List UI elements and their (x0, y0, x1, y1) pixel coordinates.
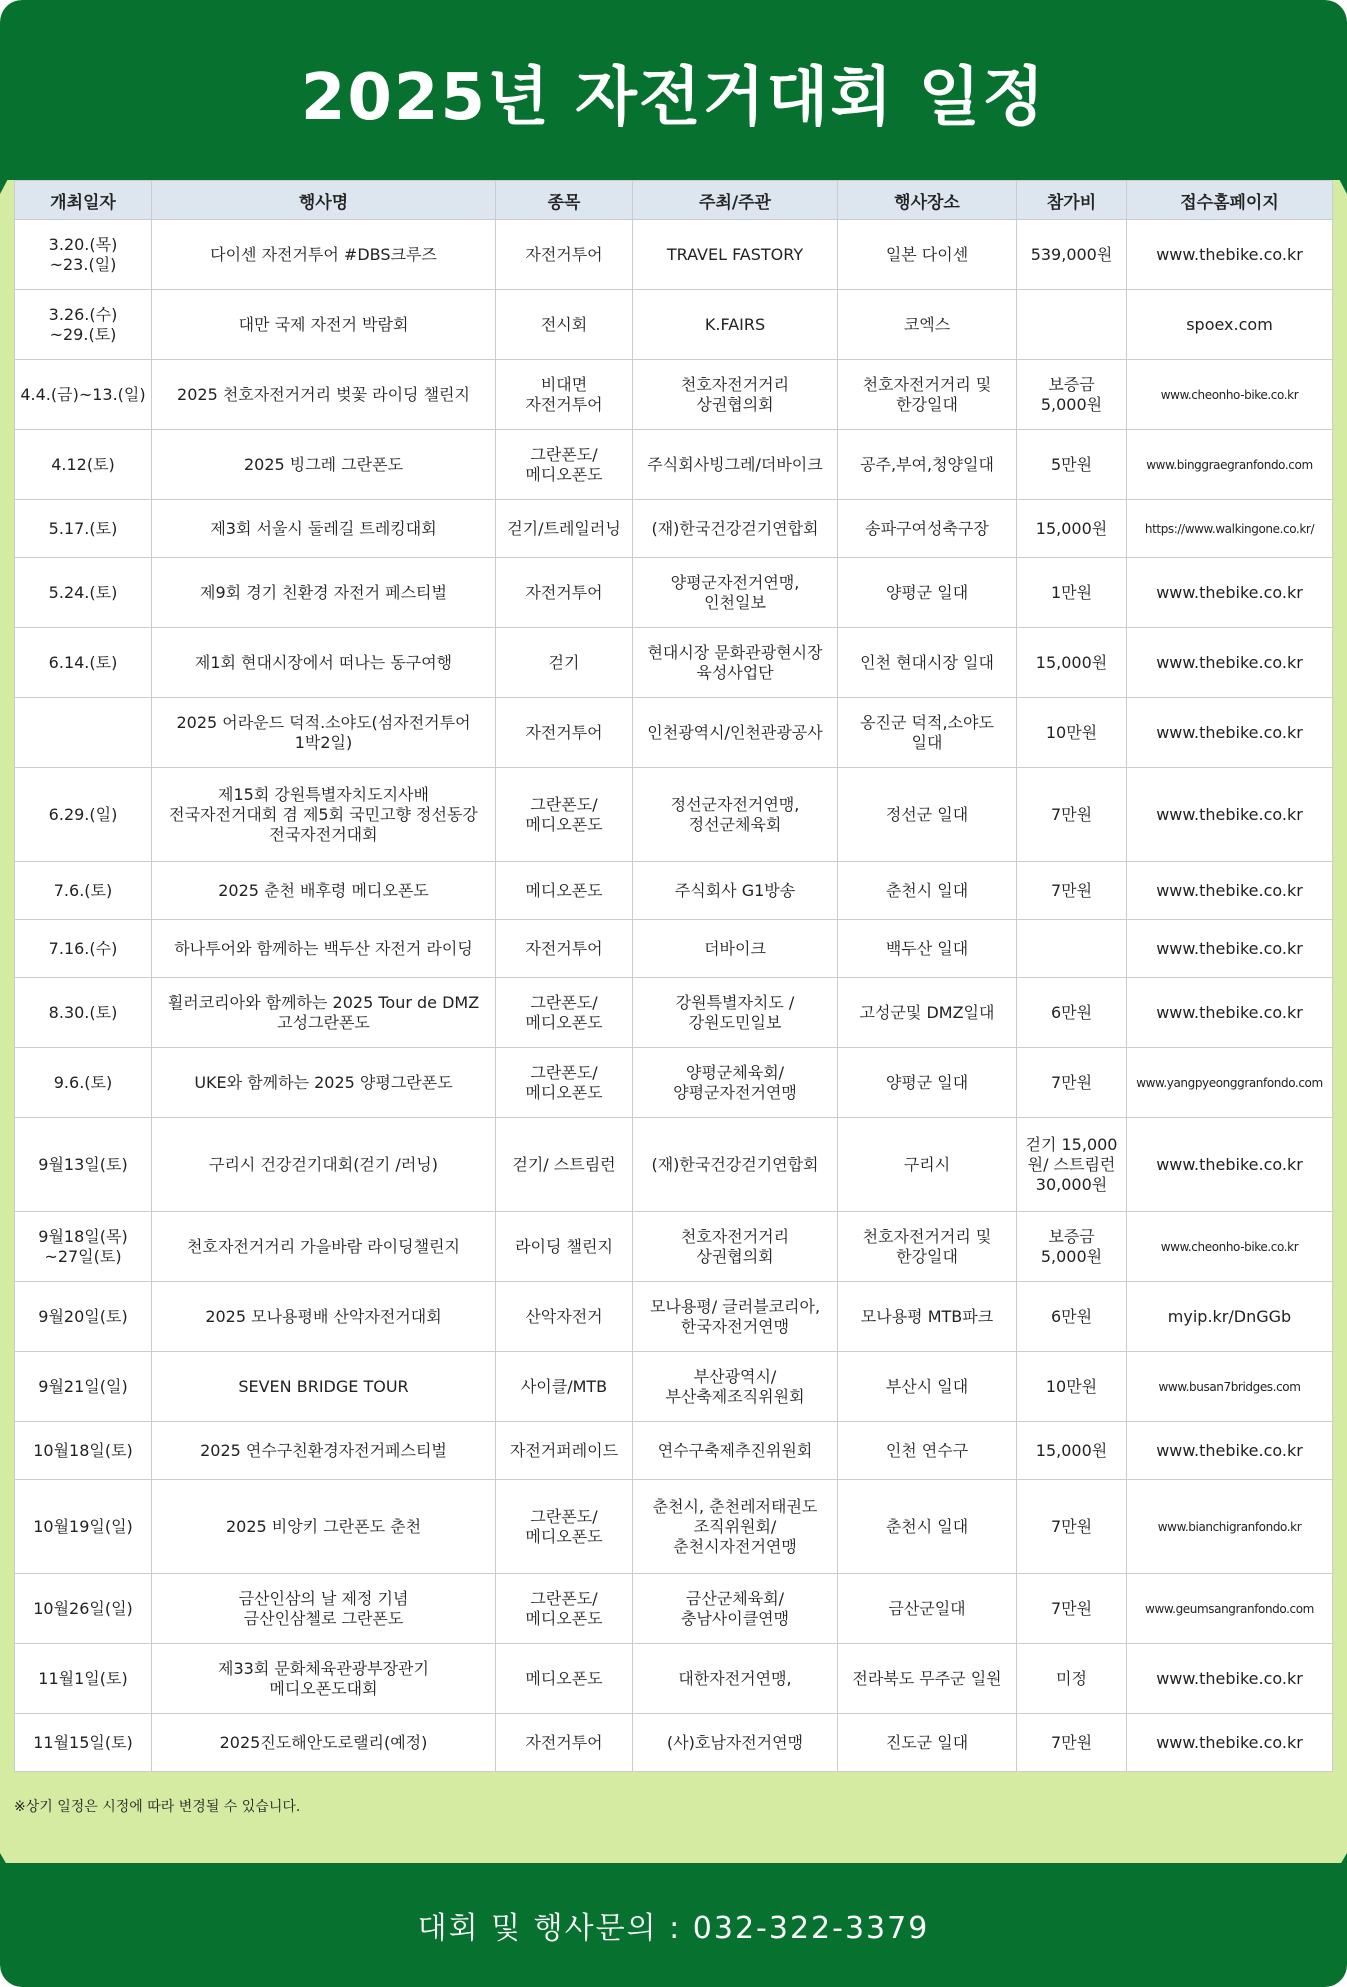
cell-date: 10월26일(일) (15, 1574, 152, 1644)
schedule-table (14, 180, 1333, 1772)
cell-host: 인천광역시/인천관광공사 (633, 698, 838, 768)
cell-name: 2025 연수구친환경자전거페스티벌 (152, 1422, 496, 1480)
column-header-fee: 참가비 (1017, 181, 1127, 220)
cell-fee: 보증금 5,000원 (1017, 1212, 1127, 1282)
cell-type: 그란폰도/ 메디오폰도 (496, 430, 633, 500)
cell-name: 천호자전거거리 가을바람 라이딩챌린지 (152, 1212, 496, 1282)
cell-place: 옹진군 덕적,소야도 일대 (838, 698, 1017, 768)
cell-fee (1017, 920, 1127, 978)
table-row (15, 1048, 1333, 1118)
page-title: 2025년 자전거대회 일정 (300, 61, 1047, 135)
table-row (15, 1422, 1333, 1480)
column-header-date: 개최일자 (15, 181, 152, 220)
cell-name: 2025 어라운드 덕적.소야도(섬자전거투어 1박2일) (152, 698, 496, 768)
cell-host: 부산광역시/ 부산축제조직위원회 (633, 1352, 838, 1422)
table-row (15, 558, 1333, 628)
table-row (15, 698, 1333, 768)
cell-host: 양평군자전거연맹, 인천일보 (633, 558, 838, 628)
cell-date: 11월1일(토) (15, 1644, 152, 1714)
cell-name: 제33회 문화체육관광부장관기 메디오폰도대회 (152, 1644, 496, 1714)
cell-type: 사이클/MTB (496, 1352, 633, 1422)
cell-fee: 10만원 (1017, 698, 1127, 768)
cell-place: 진도군 일대 (838, 1714, 1017, 1772)
cell-date: 6.14.(토) (15, 628, 152, 698)
cell-place: 춘천시 일대 (838, 1480, 1017, 1574)
cell-host: (재)한국건강걷기연합회 (633, 500, 838, 558)
cell-date: 5.17.(토) (15, 500, 152, 558)
cell-site[interactable]: www.thebike.co.kr (1127, 698, 1333, 768)
table-row (15, 978, 1333, 1048)
cell-place: 모나용평 MTB파크 (838, 1282, 1017, 1352)
cell-type: 그란폰도/ 메디오폰도 (496, 1574, 633, 1644)
cell-site[interactable]: www.thebike.co.kr (1127, 1422, 1333, 1480)
cell-place: 양평군 일대 (838, 1048, 1017, 1118)
cell-name: 제1회 현대시장에서 떠나는 동구여행 (152, 628, 496, 698)
cell-place: 전라북도 무주군 일원 (838, 1644, 1017, 1714)
cell-name: 2025 빙그레 그란폰도 (152, 430, 496, 500)
cell-date: 10월18일(토) (15, 1422, 152, 1480)
cell-date: 9월13일(토) (15, 1118, 152, 1212)
cell-site[interactable]: www.binggraegranfondo.com (1127, 430, 1333, 500)
cell-host: 춘천시, 춘천레저태권도 조직위원회/ 춘천시자전거연맹 (633, 1480, 838, 1574)
cell-name: 금산인삼의 날 제정 기념 금산인삼첼로 그란폰도 (152, 1574, 496, 1644)
cell-place: 구리시 (838, 1118, 1017, 1212)
cell-place: 부산시 일대 (838, 1352, 1017, 1422)
cell-date: 4.12(토) (15, 430, 152, 500)
contact-info: 대회 및 행사문의 : 032-322-3379 (417, 1911, 930, 1946)
cell-date: 9월18일(목) ~27일(토) (15, 1212, 152, 1282)
cell-host: K.FAIRS (633, 290, 838, 360)
cell-date: 7.6.(토) (15, 862, 152, 920)
table-row (15, 1282, 1333, 1352)
cell-type: 자전거퍼레이드 (496, 1422, 633, 1480)
cell-type: 그란폰도/ 메디오폰도 (496, 1480, 633, 1574)
cell-name: 2025 비앙키 그란폰도 춘천 (152, 1480, 496, 1574)
cell-type: 메디오폰도 (496, 1644, 633, 1714)
cell-host: 양평군체육회/ 양평군자전거연맹 (633, 1048, 838, 1118)
cell-place: 천호자전거거리 및 한강일대 (838, 360, 1017, 430)
cell-date: 3.26.(수) ~29.(토) (15, 290, 152, 360)
cell-name: 2025진도해안도로랠리(예정) (152, 1714, 496, 1772)
table-row (15, 1212, 1333, 1282)
cell-date: 3.20.(목) ~23.(일) (15, 220, 152, 290)
cell-fee: 15,000원 (1017, 628, 1127, 698)
cell-site[interactable]: www.thebike.co.kr (1127, 920, 1333, 978)
cell-type: 자전거투어 (496, 220, 633, 290)
cell-host: 정선군자전거연맹, 정선군체육회 (633, 768, 838, 862)
table-row (15, 920, 1333, 978)
cell-type: 전시회 (496, 290, 633, 360)
cell-name: 2025 모나용평배 산악자전거대회 (152, 1282, 496, 1352)
cell-fee: 7만원 (1017, 1480, 1127, 1574)
cell-name: SEVEN BRIDGE TOUR (152, 1352, 496, 1422)
table-row (15, 220, 1333, 290)
cell-date (15, 698, 152, 768)
cell-date: 8.30.(토) (15, 978, 152, 1048)
cell-fee: 15,000원 (1017, 1422, 1127, 1480)
column-header-type: 종목 (496, 181, 633, 220)
table-row (15, 1574, 1333, 1644)
table-row (15, 1352, 1333, 1422)
cell-site[interactable]: www.busan7bridges.com (1127, 1352, 1333, 1422)
cell-place: 인천 연수구 (838, 1422, 1017, 1480)
cell-type: 산악자전거 (496, 1282, 633, 1352)
table-header-row (15, 181, 1333, 220)
header-banner (0, 0, 1347, 180)
cell-fee: 6만원 (1017, 978, 1127, 1048)
cell-fee: 15,000원 (1017, 500, 1127, 558)
cell-fee: 539,000원 (1017, 220, 1127, 290)
column-header-place: 행사장소 (838, 181, 1017, 220)
cell-place: 정선군 일대 (838, 768, 1017, 862)
cell-fee: 걷기 15,000 원/ 스트림런 30,000원 (1017, 1118, 1127, 1212)
cell-site[interactable]: www.thebike.co.kr (1127, 1644, 1333, 1714)
cell-host: 현대시장 문화관광현시장 육성사업단 (633, 628, 838, 698)
table-row (15, 1714, 1333, 1772)
cell-type: 걷기/ 스트림런 (496, 1118, 633, 1212)
cell-site[interactable]: www.thebike.co.kr (1127, 558, 1333, 628)
table-row (15, 360, 1333, 430)
cell-type: 라이딩 챌린지 (496, 1212, 633, 1282)
cell-place: 천호자전거거리 및 한강일대 (838, 1212, 1017, 1282)
cell-fee: 7만원 (1017, 1048, 1127, 1118)
cell-name: 휠러코리아와 함께하는 2025 Tour de DMZ 고성그란폰도 (152, 978, 496, 1048)
cell-host: (재)한국건강걷기연합회 (633, 1118, 838, 1212)
cell-type: 그란폰도/ 메디오폰도 (496, 1048, 633, 1118)
cell-type: 자전거투어 (496, 698, 633, 768)
cell-name: 구리시 건강걷기대회(걷기 /러닝) (152, 1118, 496, 1212)
cell-site[interactable]: www.thebike.co.kr (1127, 862, 1333, 920)
cell-type: 비대면 자전거투어 (496, 360, 633, 430)
table-row (15, 862, 1333, 920)
cell-site[interactable]: www.cheonho-bike.co.kr (1127, 1212, 1333, 1282)
cell-host: (사)호남자전거연맹 (633, 1714, 838, 1772)
cell-host: 천호자전거거리 상권협의회 (633, 360, 838, 430)
cell-host: 강원특별자치도 / 강원도민일보 (633, 978, 838, 1048)
column-header-host: 주최/주관 (633, 181, 838, 220)
cell-site[interactable]: https://www.walkingone.co.kr/ (1127, 500, 1333, 558)
cell-place: 송파구여성축구장 (838, 500, 1017, 558)
schedule-table-wrap (14, 180, 1332, 1772)
cell-fee: 7만원 (1017, 1714, 1127, 1772)
cell-date: 11월15일(토) (15, 1714, 152, 1772)
cell-place: 코엑스 (838, 290, 1017, 360)
cell-site[interactable]: www.geumsangranfondo.com (1127, 1574, 1333, 1644)
cell-type: 자전거투어 (496, 558, 633, 628)
cell-name: 제15회 강원특별자치도지사배 전국자전거대회 겸 제5회 국민고향 정선동강 전국자전거대회 (152, 768, 496, 862)
cell-fee: 7만원 (1017, 768, 1127, 862)
cell-site[interactable]: www.cheonho-bike.co.kr (1127, 360, 1333, 430)
cell-place: 금산군일대 (838, 1574, 1017, 1644)
cell-fee: 1만원 (1017, 558, 1127, 628)
cell-place: 고성군및 DMZ일대 (838, 978, 1017, 1048)
cell-type: 자전거투어 (496, 1714, 633, 1772)
cell-name: 2025 천호자전거거리 벚꽃 라이딩 챌린지 (152, 360, 496, 430)
cell-type: 메디오폰도 (496, 862, 633, 920)
cell-fee: 미정 (1017, 1644, 1127, 1714)
cell-type: 걷기/트레일러닝 (496, 500, 633, 558)
cell-fee: 7만원 (1017, 1574, 1127, 1644)
schedule-note: ※상기 일정은 시정에 따라 변경될 수 있습니다. (14, 1799, 301, 1815)
column-header-event: 행사명 (152, 181, 496, 220)
cell-host: 주식회사 G1방송 (633, 862, 838, 920)
cell-host: TRAVEL FASTORY (633, 220, 838, 290)
cell-name: 하나투어와 함께하는 백두산 자전거 라이딩 (152, 920, 496, 978)
cell-place: 백두산 일대 (838, 920, 1017, 978)
cell-site[interactable]: www.thebike.co.kr (1127, 220, 1333, 290)
cell-site[interactable]: www.thebike.co.kr (1127, 768, 1333, 862)
cell-fee: 5만원 (1017, 430, 1127, 500)
cell-place: 일본 다이센 (838, 220, 1017, 290)
cell-place: 공주,부여,청양일대 (838, 430, 1017, 500)
cell-date: 6.29.(일) (15, 768, 152, 862)
table-row (15, 290, 1333, 360)
cell-site[interactable]: www.thebike.co.kr (1127, 1118, 1333, 1212)
cell-host: 금산군체육회/ 충남사이클연맹 (633, 1574, 838, 1644)
table-row (15, 500, 1333, 558)
cell-site[interactable]: www.thebike.co.kr (1127, 978, 1333, 1048)
cell-place: 춘천시 일대 (838, 862, 1017, 920)
cell-date: 5.24.(토) (15, 558, 152, 628)
table-row (15, 628, 1333, 698)
cell-host: 주식회사빙그레/더바이크 (633, 430, 838, 500)
cell-type: 자전거투어 (496, 920, 633, 978)
cell-fee: 7만원 (1017, 862, 1127, 920)
cell-name: 2025 춘천 배후령 메디오폰도 (152, 862, 496, 920)
cell-date: 9월21일(일) (15, 1352, 152, 1422)
cell-site[interactable]: spoex.com (1127, 290, 1333, 360)
cell-host: 더바이크 (633, 920, 838, 978)
cell-name: UKE와 함께하는 2025 양평그란폰도 (152, 1048, 496, 1118)
cell-type: 걷기 (496, 628, 633, 698)
cell-place: 인천 현대시장 일대 (838, 628, 1017, 698)
cell-site[interactable]: www.thebike.co.kr (1127, 628, 1333, 698)
cell-name: 대만 국제 자전거 박람회 (152, 290, 496, 360)
cell-fee (1017, 290, 1127, 360)
cell-type: 그란폰도/ 메디오폰도 (496, 768, 633, 862)
cell-date: 7.16.(수) (15, 920, 152, 978)
cell-type: 그란폰도/ 메디오폰도 (496, 978, 633, 1048)
cell-fee: 6만원 (1017, 1282, 1127, 1352)
cell-name: 제3회 서울시 둘레길 트레킹대회 (152, 500, 496, 558)
column-header-site: 접수홈페이지 (1127, 181, 1333, 220)
cell-date: 10월19일(일) (15, 1480, 152, 1574)
cell-site[interactable]: myip.kr/DnGGb (1127, 1282, 1333, 1352)
table-body (15, 220, 1333, 1772)
table-row (15, 430, 1333, 500)
cell-date: 4.4.(금)~13.(일) (15, 360, 152, 430)
cell-name: 제9회 경기 친환경 자전거 페스티벌 (152, 558, 496, 628)
table-row (15, 1480, 1333, 1574)
table-row (15, 1118, 1333, 1212)
table-row (15, 1644, 1333, 1714)
cell-site[interactable]: www.yangpyeonggranfondo.com (1127, 1048, 1333, 1118)
table-row (15, 768, 1333, 862)
cell-site[interactable]: www.thebike.co.kr (1127, 1714, 1333, 1772)
cell-host: 모나용평/ 글러블코리아, 한국자전거연맹 (633, 1282, 838, 1352)
cell-name: 다이센 자전거투어 #DBS크루즈 (152, 220, 496, 290)
cell-date: 9월20일(토) (15, 1282, 152, 1352)
cell-fee: 보증금 5,000원 (1017, 360, 1127, 430)
cell-place: 양평군 일대 (838, 558, 1017, 628)
cell-host: 천호자전거거리 상권협의회 (633, 1212, 838, 1282)
cell-date: 9.6.(토) (15, 1048, 152, 1118)
cell-host: 대한자전거연맹, (633, 1644, 838, 1714)
cell-host: 연수구축제추진위원회 (633, 1422, 838, 1480)
cell-site[interactable]: www.bianchigranfondo.kr (1127, 1480, 1333, 1574)
cell-fee: 10만원 (1017, 1352, 1127, 1422)
